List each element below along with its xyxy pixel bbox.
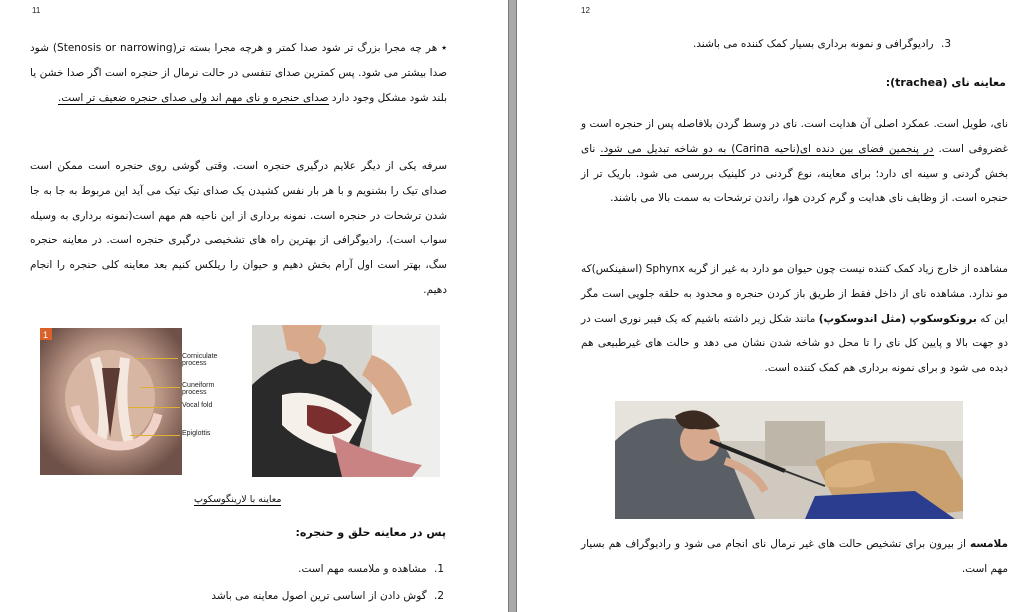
callout-cuneiform-process: Cuneiform process [182, 382, 215, 396]
list-text: مشاهده و ملامسه مهم است. [298, 563, 427, 575]
bronchoscopy-photo [615, 401, 963, 519]
larynx-diagram [40, 328, 240, 475]
paragraph-stenosis [30, 36, 447, 110]
callout-line [135, 358, 178, 359]
list-number: 2. [433, 590, 444, 602]
callout-line [130, 435, 180, 436]
page-number: 11 [32, 6, 41, 15]
right-page [517, 0, 1026, 612]
paragraph-text: مشاهده از خارج زیاد کمک کننده نیست چون حیوان مو دارد به غیر از گربه Sphynx (اسفینکس)که مو ندارد. مشاهده نای از داخل فقط از طریق باز کردن حنجره و محدود به حلقه جلویی است مگر این که [581, 263, 1009, 325]
list-number: 1. [433, 563, 444, 575]
underlined-text: صدای حنجره و نای مهم اند ولی صدای حنجره ضعیف تر است. [57, 91, 329, 104]
paragraph-text: نای، طویل است. عمکرد اصلی آن هدایت است. نای در وسط گردن بلافاصله پس از حنجره است و غضروفی است. [581, 118, 1009, 155]
paragraph-text: نای بخش گردنی و سینه ای دارد؛ برای معاینه، نوع گردنی در کلینیک بررسی می شود. باریک تر از حنجره است. از وظایف نای هدایت و گرم کردن هوا، راندن ترشحات به سمت بالا می باشند. [581, 142, 1008, 205]
callout-line [128, 407, 180, 408]
list-item [693, 38, 951, 50]
page-number: 12 [581, 6, 590, 15]
paragraph-text: مانند شکل زیر داشته باشیم که یک فیبر نوری است در دو جهت بالا و پایین کل نای را تا محل دو شاخه شدن نشان می دهد و حالت های غیرطبیعی هم دیده می شود و برای نمونه برداری هم کمک کننده است. [581, 312, 1008, 375]
list-item [298, 563, 444, 575]
left-page [0, 0, 508, 612]
list-text: رادیوگرافی و نمونه برداری بسیار کمک کننده می باشند. [692, 38, 934, 50]
callout-line [140, 387, 180, 388]
callout-epiglottis: Epiglottis [182, 430, 211, 437]
trachea-heading: معاینه نای (trachea): [885, 76, 1006, 89]
paragraph-trachea [581, 112, 1008, 211]
bold-text: برونکوسکوپ (مثل اندوسکوپ) [818, 312, 977, 325]
figure-caption: معاینه با لارینگوسکوپ [194, 494, 282, 505]
paragraph-text: ٭ هر چه مجرا بزرگ تر شود صدا کمتر و هرچه مجرا بسته تر(Stenosis or narrowing) شود صدا بیشتر می شود. پس کمترین صدای تنفسی در حالت نرمال از حنجره است اگر صدا خشن یا بلند شود مشکل وجود دارد [30, 42, 447, 104]
callout-vocal-fold: Vocal fold [182, 402, 213, 409]
list-item [211, 590, 444, 602]
figure-badge: 1 [43, 330, 49, 340]
section-heading: پس در معاینه حلق و حنجره: [295, 526, 446, 539]
bold-text: ملامسه [969, 538, 1008, 550]
underlined-text: در پنجمین فضای بین دنده ای(ناحیه Carina) به دو شاخه تبدیل می شود. [600, 142, 934, 155]
paragraph-text: از بیرون برای تشخیص حالت های غیر نرمال نای انجام می شود و رادیوگراف هم بسیار مهم است. [581, 538, 1008, 575]
page-gutter [508, 0, 517, 612]
paragraph-cough: سرفه یکی از دیگر علایم درگیری حنجره است. وقتی گوشی روی حنجره است ممکن است صدای تیک را بشنویم و با هر بار نفس کشیدن یک صدای تیک تیک می آید این مربوط به جا به جا شدن ترشحات در حنجره است. نمونه برداری از این ناحیه هم مهم است(نمونه برداری به وسیله سواب است). رادیوگرافی از بهترین راه های تشخیصی درگیری حنجره است. در معاینه حنجره سگ، بهتر است اول آرام بخش دهیم و حیوان را ریلکس کنیم بعد معاینه کلی حنجره را انجام دهیم. [30, 160, 447, 296]
dog-mouth-photo [252, 325, 440, 477]
paragraph-palpation [581, 532, 1008, 582]
list-text: گوش دادن از اساسی ترین اصول معاینه می باشد [211, 590, 427, 602]
callout-corniculate-process: Corniculate process [182, 353, 218, 367]
list-number: 3. [940, 38, 951, 50]
paragraph-observation [581, 257, 1008, 381]
